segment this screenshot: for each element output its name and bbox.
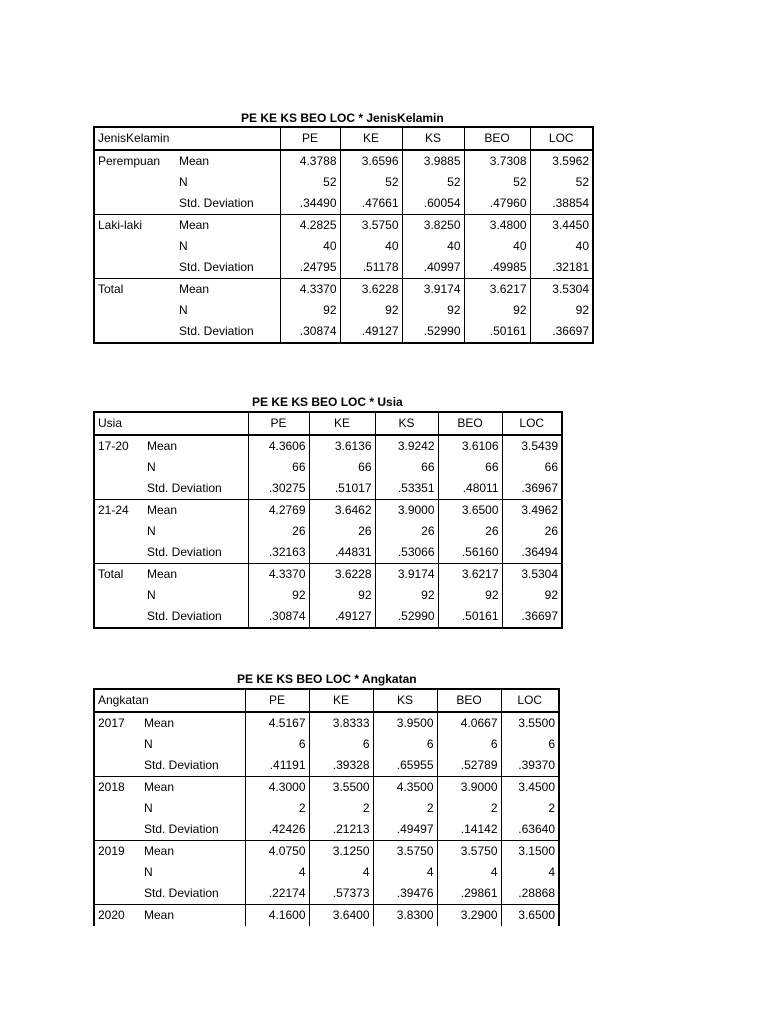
- value-cell: 26: [375, 521, 438, 542]
- value-cell: .24795: [280, 257, 340, 279]
- value-cell: .52990: [402, 321, 464, 343]
- value-cell: 4.3500: [373, 777, 437, 799]
- value-cell: .36697: [502, 606, 562, 628]
- column-header-pe: PE: [280, 127, 340, 150]
- table-row: [94, 521, 562, 542]
- value-cell: 92: [530, 300, 593, 321]
- crosstab-angkatan: [93, 688, 560, 926]
- group-label: Total: [94, 564, 144, 629]
- value-cell: 4: [245, 862, 309, 883]
- value-cell: .50161: [438, 606, 502, 628]
- value-cell: 92: [502, 585, 562, 606]
- value-cell: 26: [248, 521, 309, 542]
- value-cell: .39476: [373, 883, 437, 905]
- value-cell: 3.8333: [309, 712, 373, 734]
- table-row: [94, 435, 562, 457]
- value-cell: 4: [373, 862, 437, 883]
- stat-label: N: [147, 524, 156, 538]
- table-row: [94, 862, 559, 883]
- group-header-cell: Usia: [94, 412, 248, 435]
- value-cell: 4.3606: [248, 435, 309, 457]
- value-cell: 4.2769: [248, 500, 309, 522]
- stat-label: Mean: [176, 215, 280, 237]
- value-cell: 3.8250: [402, 215, 464, 237]
- value-cell: .14142: [437, 819, 501, 841]
- table-row: [94, 841, 559, 863]
- stat-label: Std. Deviation: [179, 196, 254, 210]
- table-row: [94, 564, 562, 586]
- column-header-ks: KS: [402, 127, 464, 150]
- column-header-ke: KE: [309, 689, 373, 712]
- value-cell: 4: [437, 862, 501, 883]
- table-row: [94, 883, 559, 905]
- value-cell: 2: [245, 798, 309, 819]
- value-cell: 3.5439: [502, 435, 562, 457]
- value-cell: 4.1600: [245, 905, 309, 927]
- value-cell: 4.3000: [245, 777, 309, 799]
- value-cell: 4.3788: [280, 150, 340, 172]
- group-header-cell: JenisKelamin: [94, 127, 280, 150]
- crosstab-jeniskelamin: [93, 126, 594, 344]
- value-cell: .65955: [373, 755, 437, 777]
- value-cell: 3.6217: [438, 564, 502, 586]
- value-cell: .32181: [530, 257, 593, 279]
- value-cell: .51017: [309, 478, 375, 500]
- stat-label: Mean: [144, 564, 248, 586]
- stat-label: Std. Deviation: [179, 260, 254, 274]
- value-cell: 3.5750: [340, 215, 402, 237]
- stat-label: N: [179, 175, 188, 189]
- table-row: [94, 798, 559, 819]
- value-cell: 3.4962: [502, 500, 562, 522]
- value-cell: 40: [402, 236, 464, 257]
- stat-label: Std. Deviation: [144, 758, 219, 772]
- value-cell: .51178: [340, 257, 402, 279]
- value-cell: .53351: [375, 478, 438, 500]
- value-cell: 40: [464, 236, 530, 257]
- stat-label: Mean: [141, 905, 245, 927]
- value-cell: 6: [373, 734, 437, 755]
- value-cell: 4: [501, 862, 559, 883]
- value-cell: 3.9885: [402, 150, 464, 172]
- value-cell: .30874: [248, 606, 309, 628]
- stat-label: Std. Deviation: [179, 324, 254, 338]
- table-row: [94, 819, 559, 841]
- value-cell: .38854: [530, 193, 593, 215]
- value-cell: .49127: [340, 321, 402, 343]
- column-header-pe: PE: [245, 689, 309, 712]
- stat-label: Mean: [141, 841, 245, 863]
- value-cell: 3.5500: [309, 777, 373, 799]
- value-cell: 3.5304: [502, 564, 562, 586]
- table-row: [94, 215, 593, 237]
- column-header-ke: KE: [309, 412, 375, 435]
- value-cell: 3.6500: [501, 905, 559, 927]
- value-cell: 3.9000: [375, 500, 438, 522]
- value-cell: 52: [280, 172, 340, 193]
- value-cell: .44831: [309, 542, 375, 564]
- stat-label: N: [144, 865, 153, 879]
- value-cell: .29861: [437, 883, 501, 905]
- value-cell: 66: [502, 457, 562, 478]
- stat-label: Mean: [144, 500, 248, 522]
- value-cell: 3.2900: [437, 905, 501, 927]
- value-cell: .40997: [402, 257, 464, 279]
- value-cell: 3.5750: [437, 841, 501, 863]
- header-row: [94, 689, 559, 712]
- value-cell: 3.6228: [309, 564, 375, 586]
- value-cell: .30275: [248, 478, 309, 500]
- column-header-ks: KS: [375, 412, 438, 435]
- value-cell: 4.0667: [437, 712, 501, 734]
- column-header-loc: LOC: [501, 689, 559, 712]
- value-cell: 3.9500: [373, 712, 437, 734]
- value-cell: 3.6462: [309, 500, 375, 522]
- value-cell: 3.6400: [309, 905, 373, 927]
- value-cell: .39370: [501, 755, 559, 777]
- table-row: [94, 755, 559, 777]
- column-header-ks: KS: [373, 689, 437, 712]
- table-row: [94, 712, 559, 734]
- value-cell: .22174: [245, 883, 309, 905]
- value-cell: 26: [309, 521, 375, 542]
- value-cell: 4.3370: [248, 564, 309, 586]
- value-cell: 3.5962: [530, 150, 593, 172]
- table-title-usia: PE KE KS BEO LOC * Usia: [252, 395, 403, 409]
- stat-label: Mean: [144, 435, 248, 457]
- group-label: 2018: [94, 777, 141, 841]
- group-label: Laki-laki: [94, 215, 176, 279]
- stat-label: Std. Deviation: [144, 822, 219, 836]
- table-title-jeniskelamin: PE KE KS BEO LOC * JenisKelamin: [241, 111, 444, 125]
- value-cell: 3.1250: [309, 841, 373, 863]
- stat-label: N: [179, 239, 188, 253]
- value-cell: 3.5500: [501, 712, 559, 734]
- column-header-ke: KE: [340, 127, 402, 150]
- value-cell: .21213: [309, 819, 373, 841]
- crosstab-usia: [93, 411, 563, 629]
- table-row: [94, 905, 559, 927]
- value-cell: 40: [340, 236, 402, 257]
- value-cell: 4: [309, 862, 373, 883]
- value-cell: 26: [438, 521, 502, 542]
- stat-label: N: [147, 588, 156, 602]
- value-cell: 3.6596: [340, 150, 402, 172]
- value-cell: 6: [309, 734, 373, 755]
- stat-label: Std. Deviation: [144, 886, 219, 900]
- value-cell: 3.9174: [402, 279, 464, 301]
- column-header-beo: BEO: [438, 412, 502, 435]
- group-label: 21-24: [94, 500, 144, 564]
- value-cell: .36967: [502, 478, 562, 500]
- value-cell: 4.2825: [280, 215, 340, 237]
- value-cell: 3.4450: [530, 215, 593, 237]
- stat-label: Mean: [141, 777, 245, 799]
- stat-label: N: [147, 460, 156, 474]
- value-cell: 92: [438, 585, 502, 606]
- value-cell: .63640: [501, 819, 559, 841]
- group-label: 17-20: [94, 435, 144, 500]
- value-cell: .49497: [373, 819, 437, 841]
- group-label: 2020: [94, 905, 141, 927]
- table-row: [94, 585, 562, 606]
- value-cell: .53066: [375, 542, 438, 564]
- value-cell: 66: [309, 457, 375, 478]
- value-cell: 3.9000: [437, 777, 501, 799]
- stat-label: Mean: [176, 150, 280, 172]
- value-cell: 6: [501, 734, 559, 755]
- value-cell: 52: [530, 172, 593, 193]
- value-cell: .36697: [530, 321, 593, 343]
- value-cell: 92: [340, 300, 402, 321]
- value-cell: .39328: [309, 755, 373, 777]
- table-row: [94, 500, 562, 522]
- value-cell: .50161: [464, 321, 530, 343]
- value-cell: .49127: [309, 606, 375, 628]
- header-row: [94, 127, 593, 150]
- value-cell: 3.5304: [530, 279, 593, 301]
- table-row: [94, 279, 593, 301]
- table-row: [94, 457, 562, 478]
- stat-label: Mean: [141, 712, 245, 734]
- value-cell: 40: [280, 236, 340, 257]
- value-cell: 66: [248, 457, 309, 478]
- header-row: [94, 412, 562, 435]
- column-header-pe: PE: [248, 412, 309, 435]
- value-cell: 3.7308: [464, 150, 530, 172]
- value-cell: .56160: [438, 542, 502, 564]
- value-cell: 2: [501, 798, 559, 819]
- value-cell: 6: [245, 734, 309, 755]
- stat-label: Std. Deviation: [147, 545, 222, 559]
- value-cell: 2: [309, 798, 373, 819]
- column-header-beo: BEO: [464, 127, 530, 150]
- value-cell: 6: [437, 734, 501, 755]
- value-cell: 3.6217: [464, 279, 530, 301]
- value-cell: .52789: [437, 755, 501, 777]
- value-cell: 92: [375, 585, 438, 606]
- column-header-beo: BEO: [437, 689, 501, 712]
- stat-label: N: [144, 737, 153, 751]
- value-cell: .41191: [245, 755, 309, 777]
- group-header-cell: Angkatan: [94, 689, 245, 712]
- value-cell: 52: [402, 172, 464, 193]
- stat-label: Std. Deviation: [147, 609, 222, 623]
- stat-label: N: [144, 801, 153, 815]
- value-cell: .52990: [375, 606, 438, 628]
- value-cell: 92: [309, 585, 375, 606]
- value-cell: .47661: [340, 193, 402, 215]
- table-row: [94, 150, 593, 172]
- stat-label: Mean: [176, 279, 280, 301]
- value-cell: 3.9242: [375, 435, 438, 457]
- value-cell: 2: [437, 798, 501, 819]
- column-header-loc: LOC: [530, 127, 593, 150]
- value-cell: 3.6228: [340, 279, 402, 301]
- value-cell: 3.6500: [438, 500, 502, 522]
- value-cell: .42426: [245, 819, 309, 841]
- value-cell: .49985: [464, 257, 530, 279]
- value-cell: 52: [464, 172, 530, 193]
- value-cell: 26: [502, 521, 562, 542]
- value-cell: 3.6136: [309, 435, 375, 457]
- table-row: [94, 777, 559, 799]
- value-cell: .47960: [464, 193, 530, 215]
- value-cell: 3.9174: [375, 564, 438, 586]
- table-row: [94, 606, 562, 628]
- value-cell: 92: [248, 585, 309, 606]
- value-cell: .28868: [501, 883, 559, 905]
- value-cell: .30874: [280, 321, 340, 343]
- stat-label: N: [179, 303, 188, 317]
- group-label: Total: [94, 279, 176, 344]
- value-cell: 4.3370: [280, 279, 340, 301]
- value-cell: 92: [402, 300, 464, 321]
- table-row: [94, 478, 562, 500]
- value-cell: 4.0750: [245, 841, 309, 863]
- value-cell: 4.5167: [245, 712, 309, 734]
- value-cell: .60054: [402, 193, 464, 215]
- value-cell: 92: [280, 300, 340, 321]
- value-cell: .36494: [502, 542, 562, 564]
- value-cell: 52: [340, 172, 402, 193]
- column-header-loc: LOC: [502, 412, 562, 435]
- value-cell: 2: [373, 798, 437, 819]
- value-cell: 66: [438, 457, 502, 478]
- group-label: Perempuan: [94, 150, 176, 215]
- table-row: [94, 542, 562, 564]
- value-cell: 66: [375, 457, 438, 478]
- stat-label: Std. Deviation: [147, 481, 222, 495]
- value-cell: .48011: [438, 478, 502, 500]
- value-cell: 3.4500: [501, 777, 559, 799]
- value-cell: 92: [464, 300, 530, 321]
- value-cell: 3.8300: [373, 905, 437, 927]
- value-cell: .57373: [309, 883, 373, 905]
- value-cell: .34490: [280, 193, 340, 215]
- table-title-angkatan: PE KE KS BEO LOC * Angkatan: [237, 672, 417, 686]
- value-cell: .32163: [248, 542, 309, 564]
- group-label: 2019: [94, 841, 141, 905]
- value-cell: 3.6106: [438, 435, 502, 457]
- table-row: [94, 734, 559, 755]
- value-cell: 40: [530, 236, 593, 257]
- group-label: 2017: [94, 712, 141, 777]
- value-cell: 3.4800: [464, 215, 530, 237]
- value-cell: 3.1500: [501, 841, 559, 863]
- value-cell: 3.5750: [373, 841, 437, 863]
